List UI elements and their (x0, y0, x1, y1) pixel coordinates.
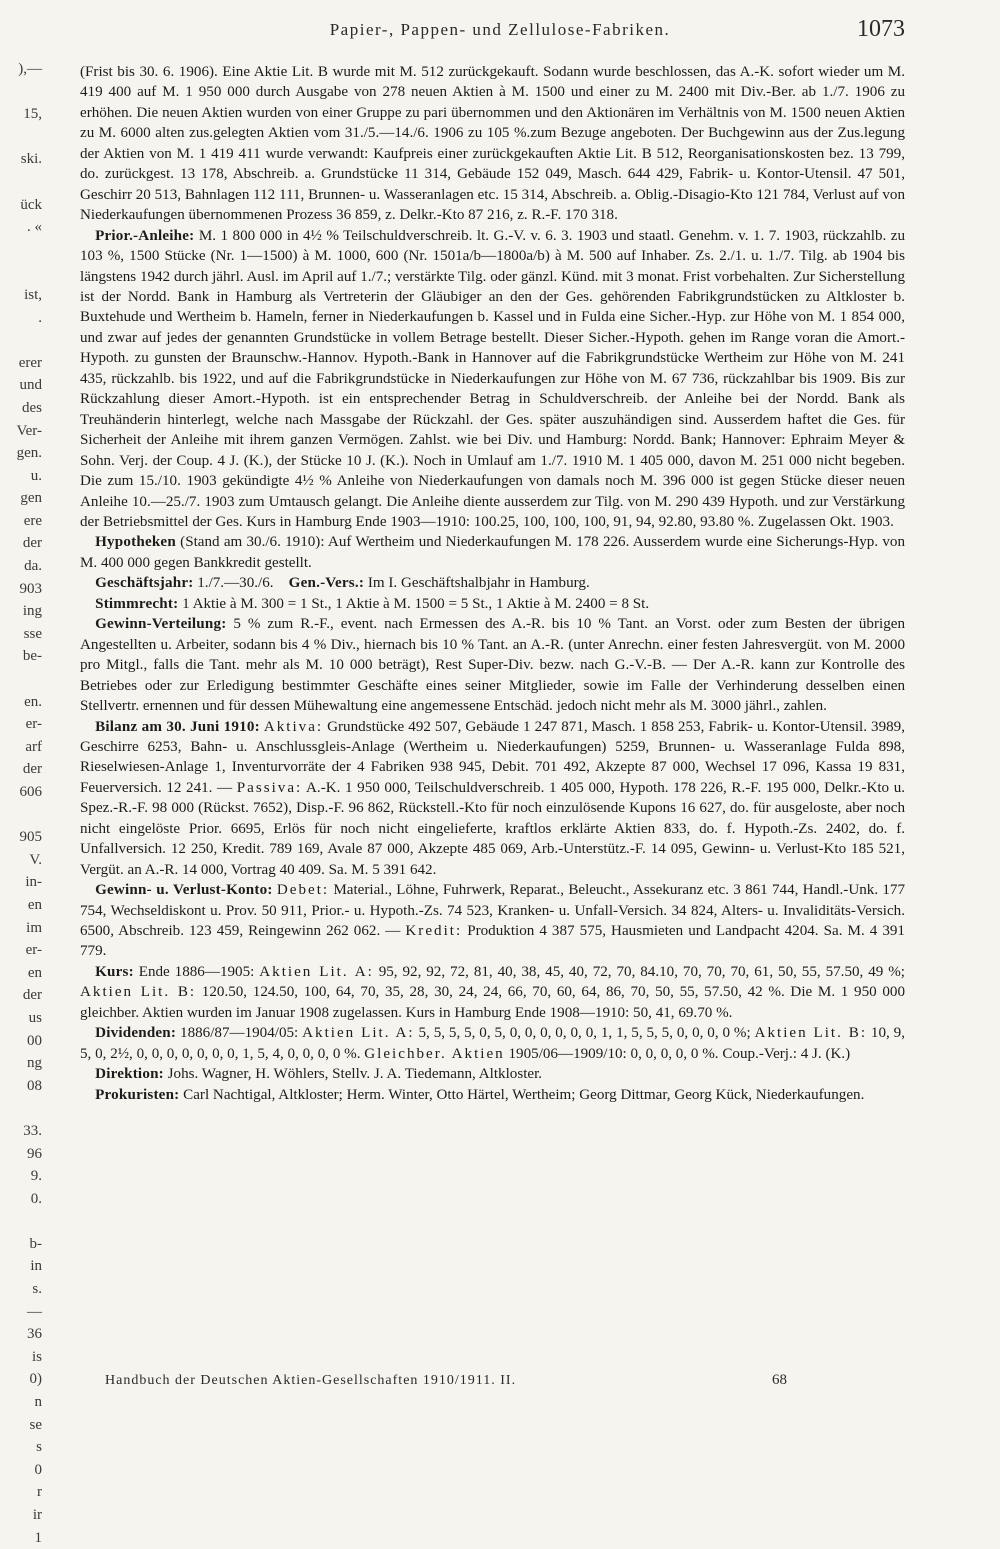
margin-fragment: s. (32, 1281, 42, 1298)
margin-fragment (0, 804, 42, 827)
paragraph-dividenden (80, 1023, 905, 1064)
intro-text: (Frist bis 30. 6. 1906). Eine Aktie Lit. B wurde mit M. 512 zurückgekauft. Sodann wurde beschlossen, das A.-K. sofort wieder um M. 419 400 auf M. 1 950 000 durch Ausgabe von 278 neuen Aktien à M. 1500 und einer zu M. 2400 mit Div.-Ber. ab 1./7. 1906 zu erhöhen. Die neuen Aktien wurden von einer Gruppe zu pari übernommen und den Aktionären im Verhältnis von M. 1500 neuen Aktien zu M. 6000 alten zus.gelegten Aktien vom 31./5.—14./6. 1906 zu 105 %.zum Bezuge angeboten. Der Buchgewinn aus der Zus.legung der Aktien von M. 1 419 411 wurde verwandt: Kaufpreis einer zurückgekauften Aktie Lit. B 512, Reorganisationskosten bez. 13 799, do. zurückgest. 13 178, Abschreib. a. Grundstücke 11 314, Gebäude 152 049, Masch. 644 429, Fabrik- u. Kontor-Utensil. 47 501, Geschirr 20 513, Bahnlagen 112 111, Brunnen- u. Wasseranlagen etc. 15 314, Abschreib. a. Oblig.-Disagio-Kto 121 784, Verlust auf von Niederkaufungen übernommenen Prozess 36 859, z. Delkr.-Kto 87 216, z. R.-F. 170 318. (80, 64, 905, 224)
label-passiva: Passiva: (236, 779, 303, 796)
margin-fragment: erer (18, 354, 42, 371)
paragraph-hypotheken (80, 532, 905, 573)
margin-fragment (0, 239, 42, 262)
label-div-aktien-b: Aktien Lit. B: (754, 1025, 868, 1042)
margin-fragment: en. (24, 693, 42, 710)
margin-fragment (0, 171, 42, 194)
label-kredit: Kredit: (405, 923, 463, 940)
margin-fragment: s (36, 1439, 42, 1456)
heading-stimmrecht: Stimmrecht: (95, 595, 179, 612)
heading-prokuristen: Prokuristen: (95, 1086, 180, 1103)
margin-fragment: in- (25, 874, 42, 891)
margin-fragment: im (26, 919, 42, 936)
heading-hypotheken: Hypotheken (95, 534, 176, 551)
label-kurs-aktien-a: Aktien Lit. A: (259, 963, 374, 980)
margin-fragment: 36 (27, 1326, 42, 1343)
margin-fragment: ing (22, 603, 42, 620)
kurs-text-a: Ende 1886—1905: (133, 963, 260, 980)
paragraph-intro (80, 62, 905, 226)
label-aktiva: Aktiva: (263, 718, 324, 735)
paragraph-stimmrecht (80, 594, 905, 614)
heading-direktion: Direktion: (95, 1066, 164, 1083)
margin-fragment (0, 126, 42, 149)
margin-fragment: der (22, 535, 42, 552)
paragraph-geschaeftsjahr (80, 573, 905, 593)
running-title: Papier-, Pappen- und Zellulose-Fabriken. (329, 20, 671, 39)
margin-fragment: arf (25, 738, 42, 755)
paragraph-prior-anleihe (80, 226, 905, 533)
margin-fragment: gen. (16, 445, 42, 462)
heading-kurs: Kurs: (95, 963, 134, 980)
page-number: 1073 (857, 16, 905, 42)
margin-fragment: Ver- (16, 422, 42, 439)
margin-fragment: 0. (30, 1190, 42, 1207)
margin-fragment: 1 (34, 1529, 42, 1546)
prokuristen-text: Carl Nachtigal, Altkloster; Herm. Winter, Otto Härtel, Wertheim; Georg Dittmar, Georg Kück, Niederkaufungen. (179, 1086, 865, 1103)
margin-fragment: 33. (23, 1122, 42, 1139)
margin-fragment: is (31, 1348, 42, 1365)
gewinn-verteilung-text: 5 % zum R.-F., event. nach Ermessen des A.-R. bis 10 % Tant. an Vorst. oder zum Besten der übrigen Angestellten u. Arbeiter, sodann bis 4 % Div., hiernach bis 10 % Tant. an A.-R. (unter Anrechn. einer festen Jahresvergüt. von M. 2000 pro Mitgl., falls die Tant. mehr als M. 10 000 beträgt), Rest Super-Div. bezw. nach G.-V.-B. — Der A.-R. kann zur Kontrolle des Betriebes oder zur Erledigung bestimmter Geschäfte eines seiner Mitglieder, sowie im Falle der Verhinderung desselben einen Stellvertr. ernennen und für dessen Mühewaltung eine angemessene Entschäd. jedoch nicht mehr als M. 3000 jährl., zahlen. (80, 616, 905, 715)
kurs-text-c: 120.50, 124.50, 100, 64, 70, 35, 28, 30, 24, 24, 66, 70, 60, 64, 86, 70, 50, 55, 57.50, 42 %. Die M. 1 950 000 gleichber. Aktien wurden im Januar 1908 zugelassen. Kurs in Hamburg Ende 1908—1910: 50, 41, 69.70 %. (80, 984, 905, 1021)
div-text-b: 5, 5, 5, 5, 0, 5, 0, 0, 0, 0, 0, 0, 1, 1, 5, 5, 5, 0, 0, 0, 0 %; (414, 1025, 755, 1042)
margin-fragment: ir (32, 1507, 42, 1523)
margin-fragment: . (38, 309, 42, 326)
margin-fragment: er- (25, 942, 42, 959)
direktion-text: Johs. Wagner, H. Wöhlers, Stellv. J. A. Tiedemann, Altkloster. (163, 1066, 543, 1083)
margin-fragment: 905 (19, 829, 42, 846)
heading-gewinn-verlust: Gewinn- u. Verlust-Konto: (95, 882, 273, 899)
margin-fragment: 96 (27, 1145, 42, 1162)
footer-sheet-number: 68 (772, 1372, 787, 1388)
div-text-a: 1886/87—1904/05: (176, 1025, 303, 1042)
margin-fragment: b- (29, 1235, 42, 1252)
margin-fragment (0, 1210, 42, 1233)
margin-fragment: ist, (24, 286, 42, 303)
label-debet: Debet: (276, 882, 330, 899)
margin-fragment: ski. (20, 151, 42, 168)
margin-fragment: n (34, 1394, 42, 1411)
margin-fragment: r (37, 1484, 42, 1501)
paragraph-prokuristen (80, 1085, 905, 1105)
margin-fragment: . « (27, 219, 42, 236)
margin-fragment: sse (23, 625, 42, 642)
left-margin-fragments (0, 58, 42, 1546)
geschaeftsjahr-text: 1./7.—30./6. (193, 575, 274, 592)
margin-fragment (0, 668, 42, 691)
margin-fragment: us (28, 1009, 42, 1026)
margin-fragment (0, 1097, 42, 1120)
margin-fragment: V. (29, 851, 42, 868)
label-div-gleichber: Gleichber. Aktien (364, 1045, 505, 1062)
heading-gen-vers: Gen.-Vers.: (288, 575, 365, 592)
paragraph-direktion (80, 1064, 905, 1084)
div-text-c: 10, 9, 5, 0, 2½, 0, 0, 0, 0, 0, 0, 0, 1, 5, 4, 0, 0, 0, 0 %. (80, 1025, 905, 1062)
gen-vers-text: Im I. Geschäftshalbjahr in Hamburg. (364, 575, 590, 592)
margin-fragment: in (30, 1258, 42, 1275)
guv-debet-text: Material., Löhne, Fuhrwerk, Reparat., Beleucht., Assekuranz etc. 3 861 744, Handl.-Unk. 177 754, Wechseldiskont u. Prov. 50 911, Prior.- u. Hypoth.-Zs. 74 523, Kranken- u. Unfall-Versich. 34 824, Alters- u. Invaliditäts-Versich. 6500, Abschreib. 123 459, Reingewinn 262 062. — (80, 882, 906, 940)
footer-source: Handbuch der Deutschen Aktien-Gesellschaften 1910/1911. II. (105, 1373, 517, 1388)
margin-fragment: ng (27, 1055, 42, 1072)
margin-fragment: und (19, 377, 42, 394)
margin-fragment: en (27, 896, 42, 913)
margin-fragment: 08 (27, 1077, 42, 1094)
margin-fragment: des (22, 399, 42, 416)
margin-fragment: en (27, 964, 42, 981)
margin-fragment: u. (30, 467, 42, 484)
margin-fragment: ück (20, 196, 42, 213)
margin-fragment: 15, (23, 106, 42, 123)
margin-fragment: er- (25, 716, 42, 733)
document-body (80, 62, 905, 1105)
guv-kredit-text: Produktion 4 387 575, Hausmieten und Landpacht 4204. Sa. M. 4 391 779. (80, 923, 905, 960)
label-div-aktien-a: Aktien Lit. A: (302, 1025, 415, 1042)
margin-fragment: se (29, 1416, 42, 1433)
hypotheken-text: (Stand am 30./6. 1910): Auf Wertheim und Niederkaufungen M. 178 226. Ausserdem wurde eine Sicherungs-Hyp. von M. 400 000 gegen Bankkredit gestellt. (80, 534, 905, 571)
margin-fragment: 0 (34, 1461, 42, 1478)
margin-fragment: ),— (18, 61, 42, 77)
heading-dividenden: Dividenden: (95, 1025, 177, 1042)
prior-anleihe-text: M. 1 800 000 in 4½ % Teilschuldverschreib. lt. G.-V. v. 6. 3. 1903 und staatl. Genehm. v. 1. 7. 1903, rückzahlb. zu 103 %, 1500 Stücke (Nr. 1—1500) à M. 1000, 600 (Nr. 1501a/b—1800a/b) à M. 500 auf Inhaber. Zs. 2./1. u. 1./7. Tilg. ab 1904 bis längstens 1942 durch jährl. Ausl. im April auf 1./7.; verstärkte Tilg. oder gänzl. Künd. mit 3 monat. Frist vorbehalten. Zur Sicherstellung ist der Nordd. Bank in Hamburg als Vertreterin der Gläubiger an den der Ges. gehörenden Fabrikgrundstücken zu Altkloster b. Buxtehude und Wertheim b. Hameln, ferner in Niederkaufungen b. Kassel und in Fulda eine Sicher.-Hyp. zur Höhe von M. 1 854 000, und zwar auf jedes der genannten Grundstücke in vollem Betrage bestellt. Dieser Sicher.-Hypoth. gehen im Range voran die Amort.-Hypoth. zu gunsten der Braunschw.-Hannov. Hypoth.-Bank in Hannover auf die Fabrikgrundstücke Wertheim zur Höhe von M. 241 435, rückzahlb. bis 1922, und auf die Fabrikgrundstücke in Niederkaufungen zur Höhe von M. 67 736, rückzahlbar bis 1909. Bis zur Rückzahlung dieser Amort.-Hypoth. ist ein entsprechender Betrag in Schuldverschreib. der Anleihe bei der Nordd. Bank als Treuhänderin hinterlegt, welche nach Massgabe der Rückzahl. der Ges. später auszuhändigen sind. Ausserdem haftet die Ges. für Sicherheit der Anleihe mit ihrem ganzen Vermögen. Zahlst. wie bei Div. und Hamburg: Nordd. Bank; Hannover: Ephraim Meyer & Sohn. Verj. der Coup. 4 J. (K.), der Stücke 10 J. (K.). Noch in Umlauf am 1./7. 1910 M. 1 405 000, davon M. 251 000 nicht begeben. Die zum 15./10. 1903 gekündigte 4½ % Anleihe von Niederkaufungen von damals noch M. 396 000 ist gegen Stücke dieser neuen Anleihe 10.—25./7. 1903 zum Umtausch gelangt. Die Anleihe diente ausserdem zur Tilg. von M. 290 439 Hypoth. und zur Verstärkung der Betriebsmittel der Ges. Kurs in Hamburg Ende 1903—1910: 100.25, 100, 100, 100, 91, 94, 92.80, 93.80 %. Zugelassen Okt. 1903. (80, 227, 905, 530)
bilanz-aktiva-text: Grundstücke 492 507, Gebäude 1 247 871, Masch. 1 858 253, Fabrik- u. Kontor-Utensil. 3989, Geschirre 6253, Bahn- u. Anschlussgleis-Anlage (Wertheim u. Niederkaufungen) 5259, Brunnen- u. Wasseranlage Fulda 898, Rieselwiesen-Anlage 1, Inventurvorräte der 4 Fabriken 938 945, Debit. 701 492, Akzepte 87 000, Wechsel 17 096, Kassa 19 831, Feuerversich. 12 241. — (80, 718, 905, 796)
margin-fragment: der (22, 987, 42, 1004)
kurs-text-b: 95, 92, 92, 72, 81, 40, 38, 45, 40, 72, 70, 84.10, 70, 70, 70, 61, 50, 55, 57.50, 49 %; (373, 963, 905, 980)
margin-fragment (0, 261, 42, 284)
margin-fragment (0, 329, 42, 352)
heading-prior-anleihe: Prior.-Anleihe: (95, 227, 195, 244)
margin-fragment: gen (20, 490, 42, 507)
paragraph-gewinn-verteilung (80, 614, 905, 716)
heading-bilanz: Bilanz am 30. Juni 1910: (95, 718, 260, 735)
margin-fragment: 0) (29, 1371, 42, 1388)
margin-fragment: der (22, 761, 42, 778)
margin-fragment: — (27, 1303, 42, 1320)
margin-fragment: 903 (19, 580, 42, 597)
stimmrecht-text: 1 Aktie à M. 300 = 1 St., 1 Aktie à M. 1500 = 5 St., 1 Aktie à M. 2400 = 8 St. (178, 595, 650, 612)
margin-fragment (0, 81, 42, 104)
paragraph-kurs (80, 962, 905, 1023)
div-text-d: 1905/06—1909/10: 0, 0, 0, 0, 0 %. Coup.-Verj.: 4 J. (K.) (504, 1045, 851, 1062)
paragraph-bilanz (80, 717, 905, 881)
margin-fragment: 00 (27, 1032, 42, 1049)
bilanz-passiva-text: A.-K. 1 950 000, Teilschuldverschreib. 1 405 000, Hypoth. 178 226, R.-F. 195 000, Delkr.-Kto u. Spez.-R.-F. 98 000 (Rückst. 7652), Disp.-F. 96 862, Rückstell.-Kto für noch einzulösende Kupons 16 627, do. für ausgeloste, aber noch nicht eingelöste Prior. 6695, Erlös für noch nicht eingelieferte, kraftlos erklärte Aktien 833, do. f. Hypoth.-Zs. 2402, do. f. Unfallversich. 12 250, Kredit. 789 169, Avale 87 000, Akzepte 485 069, Arb.-Unterstütz.-F. 14 095, Gewinn- u. Verlust-Kto 185 521, Vergüt. an A.-R. 14 000, Vortrag 40 409. Sa. M. 5 391 642. (80, 779, 906, 878)
margin-fragment: be- (22, 648, 42, 665)
heading-gewinn-verteilung: Gewinn-Verteilung: (95, 616, 227, 633)
label-kurs-aktien-b: Aktien Lit. B: (80, 984, 197, 1001)
margin-fragment: da. (24, 558, 42, 575)
paragraph-gewinn-verlust (80, 880, 905, 962)
margin-fragment: 9. (30, 1168, 42, 1185)
heading-geschaeftsjahr: Geschäftsjahr: (95, 575, 194, 592)
margin-fragment: ere (23, 512, 42, 529)
margin-fragment: 606 (19, 784, 42, 800)
